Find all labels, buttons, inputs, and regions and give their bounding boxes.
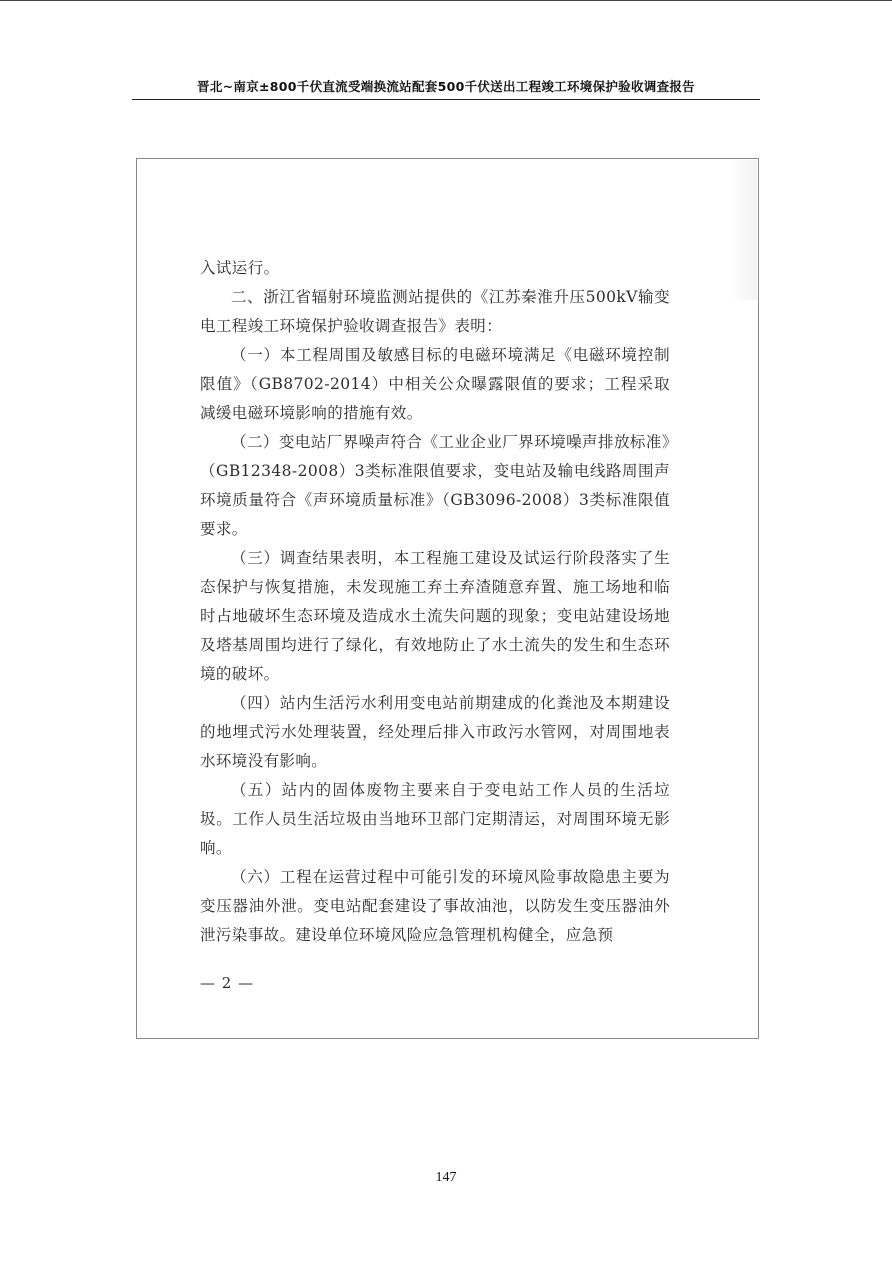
paragraph-item-5: （五）站内的固体废物主要来自于变电站工作人员的生活垃圾。工作人员生活垃圾由当地环卫部门定期清运，对周围环境无影响。 [200,781,670,857]
paragraph-item-3: （三）调查结果表明，本工程施工建设及试运行阶段落实了生态保护与恢复措施，未发现施工弃土弃渣随意弃置、施工场地和临时占地破坏生态环境及造成水土流失问题的现象；变电站建设场地及塔基周围均进行了绿化，有效地防止了水土流失的发生和生态环境的破坏。 [200,549,670,683]
paragraph-item-1: （一）本工程周围及敏感目标的电磁环境满足《电磁环境控制限值》（GB8702-2014）中相关公众曝露限值的要求；工程采取减缓电磁环境影响的措施有效。 [200,346,670,422]
paragraph-item-2: （二）变电站厂界噪声符合《工业企业厂界环境噪声排放标准》（GB12348-2008）3类标准限值要求，变电站及输电线路周围声环境质量符合《声环境质量标准》（GB3096-2008）3类标准限值要求。 [200,433,670,538]
paragraph-item-4: （四）站内生活污水利用变电站前期建成的化粪池及本期建设的地埋式污水处理装置，经处理后排入市政污水管网，对周围地表水环境没有影响。 [200,694,670,770]
paragraph-continuation: 入试运行。 [200,259,280,277]
paragraph-section-two: 二、浙江省辐射环境监测站提供的《江苏秦淮升压500kV输变电工程竣工环境保护验收调查报告》表明： [200,288,670,335]
page-top-edge [0,0,892,1]
paragraph-item-6: （六）工程在运营过程中可能引发的环境风险事故隐患主要为变压器油外泄。变电站配套建设了事故油池，以防发生变压器油外泄污染事故。建设单位环境风险应急管理机构健全，应急预 [200,868,670,944]
page-number: 147 [435,1170,457,1185]
header-rule [132,99,760,100]
scanned-page-marker: — 2 — [200,974,255,992]
report-header-title: 晋北~南京±800千伏直流受端换流站配套500千伏送出工程竣工环境保护验收调查报告 [197,79,695,94]
scanned-body-text [200,254,670,950]
scan-shadow [729,160,757,300]
